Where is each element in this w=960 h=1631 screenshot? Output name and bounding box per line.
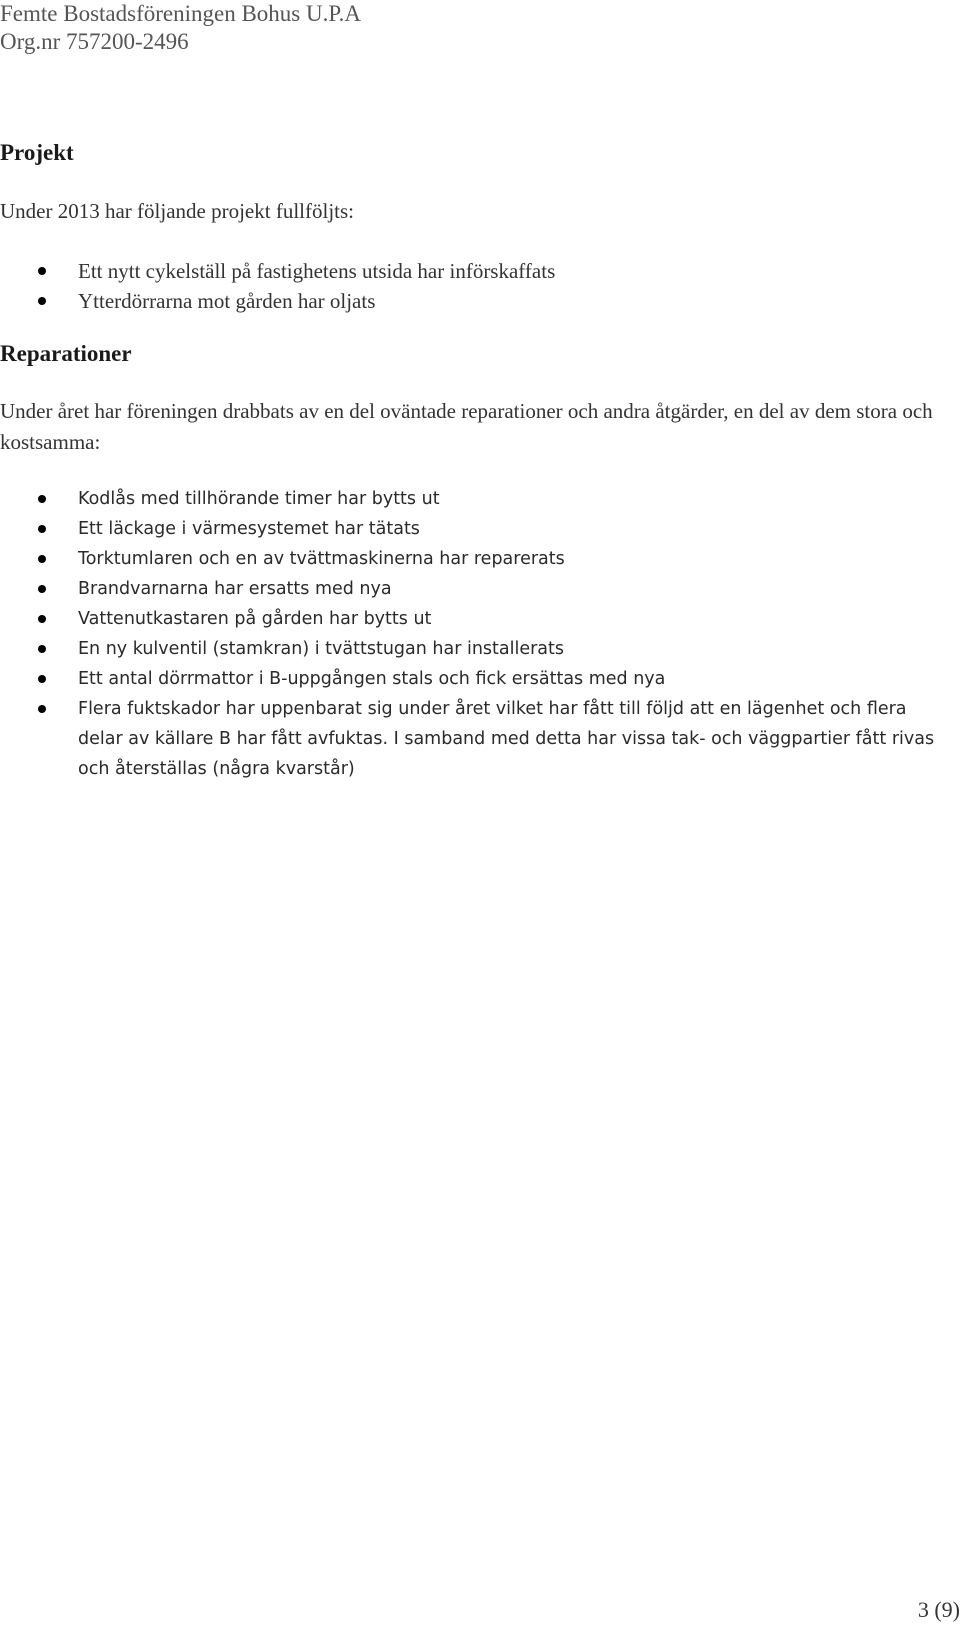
reparationer-list [0,484,950,784]
list-item-text: Vattenutkastaren på gården har bytts ut [78,609,432,629]
list-item-text: Ett antal dörrmattor i B-uppgången stals och fick ersättas med nya [78,669,666,689]
list-item-text: Brandvarnarna har ersatts med nya [78,579,392,599]
projekt-intro: Under 2013 har följande projekt fullföljts: [0,199,354,223]
list-item [0,256,960,286]
list-item [0,574,950,604]
list-item-text: Kodlås med tillhörande timer har bytts ut [78,489,440,509]
bullet-icon [38,645,46,653]
reparationer-heading: Reparationer [0,341,132,366]
list-item [0,514,950,544]
list-item-text: Ytterdörrarna mot gården har oljats [78,289,376,313]
page-number: 3 (9) [917,1597,960,1622]
list-item [0,634,950,664]
organization-number: Org.nr 757200-2496 [0,29,189,54]
list-item [0,694,950,784]
list-item [0,544,950,574]
list-item-text: Ett läckage i värmesystemet har tätats [78,519,420,539]
bullet-icon [38,297,46,305]
bullet-icon [38,705,46,713]
bullet-icon [38,615,46,623]
list-item [0,484,950,514]
organization-name: Femte Bostadsföreningen Bohus U.P.A [0,1,361,26]
list-item-text: Torktumlaren och en av tvättmaskinerna har reparerats [78,549,565,569]
list-item-text: En ny kulventil (stamkran) i tvättstugan har installerats [78,639,565,659]
list-item-text: Ett nytt cykelställ på fastighetens utsida har införskaffats [78,259,556,283]
projekt-heading: Projekt [0,140,74,165]
list-item [0,286,960,316]
list-item [0,664,950,694]
bullet-icon [38,267,46,275]
bullet-icon [38,675,46,683]
bullet-icon [38,525,46,533]
bullet-icon [38,585,46,593]
reparationer-intro: Under året har föreningen drabbats av en del oväntade reparationer och andra åtgärder, en del av dem stora och kostsamma: [0,399,933,454]
list-item-text: Flera fuktskador har uppenbarat sig under året vilket har fått till följd att en lägenhet och flera delar av källare B har fått avfuktas. I samband med detta har vissa tak- och väggpartier fått rivas och återställas (några kvarstår) [78,699,935,779]
projekt-list [0,256,960,316]
bullet-icon [38,555,46,563]
bullet-icon [38,495,46,503]
list-item [0,604,950,634]
